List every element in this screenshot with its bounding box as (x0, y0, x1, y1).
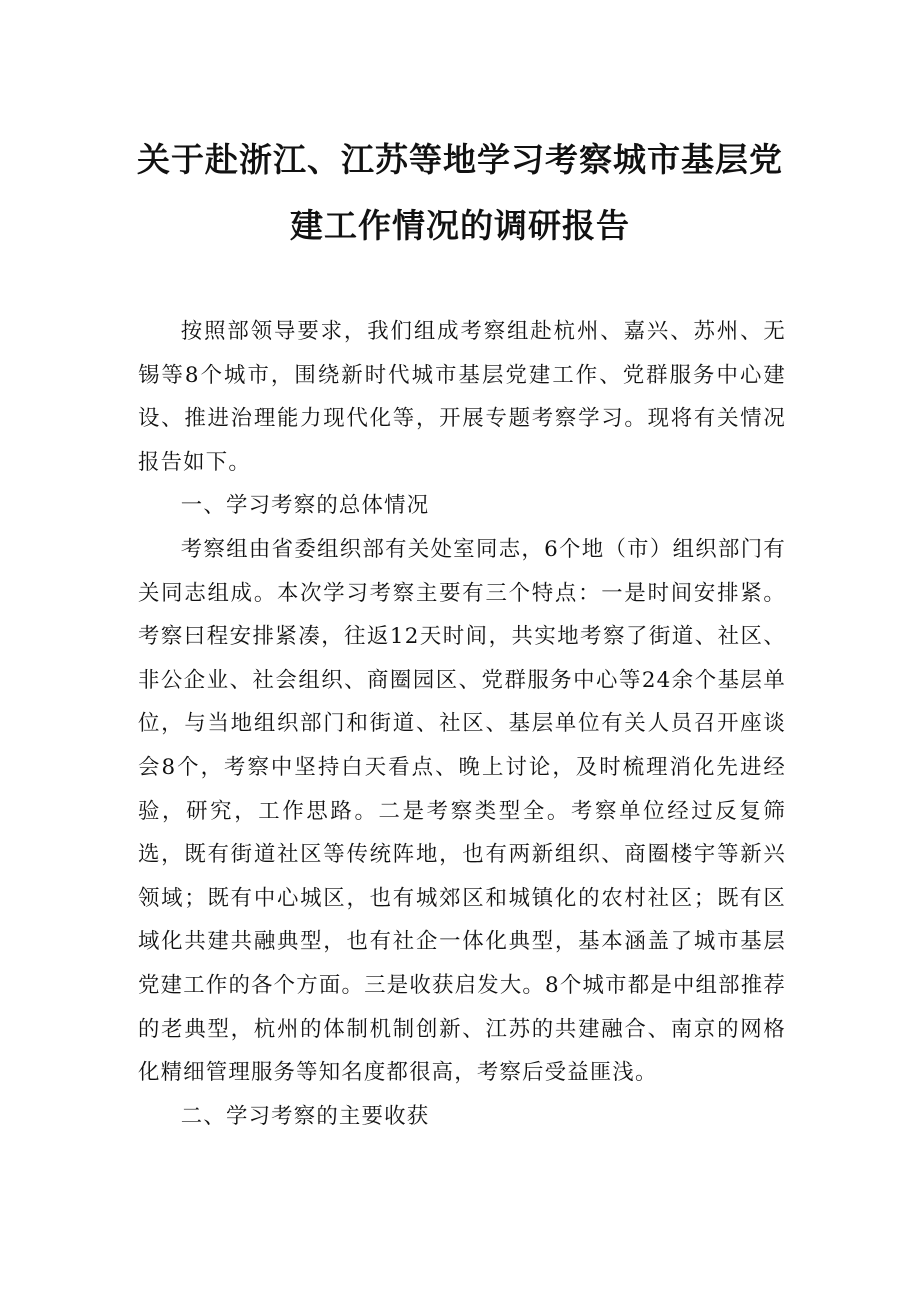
intro-paragraph: 按照部领导要求，我们组成考察组赴杭州、嘉兴、苏州、无锡等8个城市，围绕新时代城市基层党建工作、党群服务中心建设、推进治理能力现代化等，开展专题考察学习。现将有关情况报告如下。 (138, 319, 786, 475)
section1-paragraph: 考察组由省委组织部有关处室同志，6个地（市）组织部门有关同志组成。本次学习考察主要有三个特点：一是时间安排紧。考察曰程安排紧凑，往返12天时间，共实地考察了街道、社区、非公企业、社会组织、商圈园区、党群服务中心等24余个基层单位，与当地组织部门和街道、社区、基层单位有关人员召开座谈会8个，考察中坚持白天看点、晚上讨论，及时梳理消化先进经验，研究，工作思路。二是考察类型全。考察单位经过反复筛选，既有街道社区等传统阵地，也有两新组织、商圈楼宇等新兴领域；既有中心城区，也有城郊区和城镇化的农村社区；既有区域化共建共融典型，也有社企一体化典型，基本涵盖了城市基层党建工作的各个方面。三是收获启发大。8个城市都是中组部推荐的老典型，杭州的体制机制创新、江苏的共建融合、南京的网格化精细管理服务等知名度都很高，考察后受益匪浅。 (138, 536, 786, 1086)
document-title-line2: 建工作情况的调研报告 (290, 206, 630, 245)
section2-heading: 二、学习考察的主要收获 (180, 1103, 430, 1129)
section1-heading: 一、学习考察的总体情况 (180, 493, 430, 519)
document-title-line1: 关于赴浙江、江苏等地学习考察城市基层党 (137, 140, 783, 179)
document-body (138, 310, 786, 1138)
